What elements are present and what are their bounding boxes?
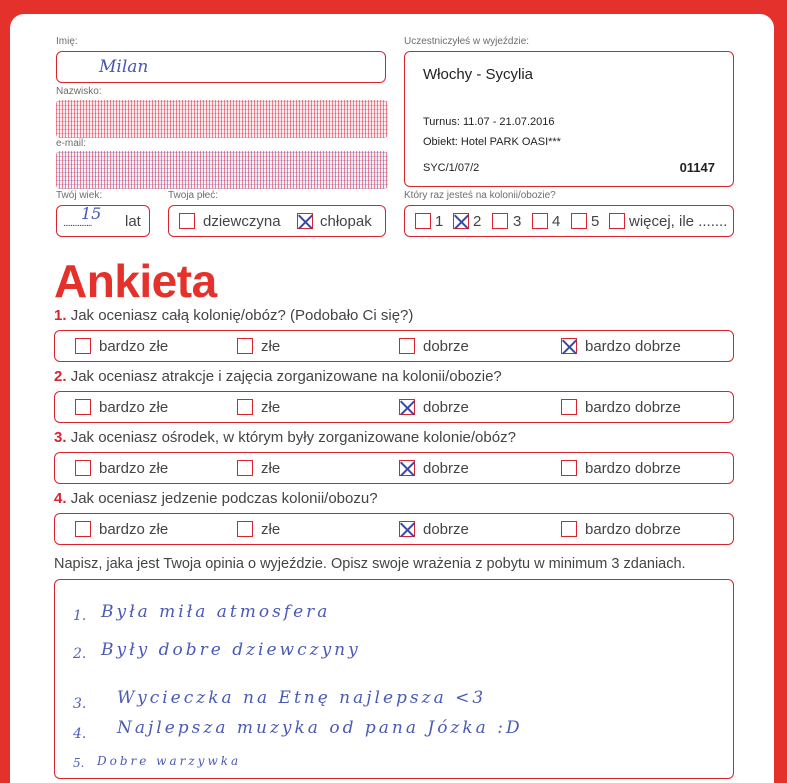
gender-field [168,205,386,237]
age-field[interactable] [56,205,150,237]
name-value: Milan [99,57,149,77]
q4-checkbox-bardzo-dobrze[interactable] [561,521,577,537]
times-checkbox-4[interactable] [532,213,548,229]
trip-obiekt: Obiekt: Hotel PARK OASI*** [423,136,561,148]
opinion-line-5: Dobre warzywka [97,754,242,768]
opinion-prompt: Napisz, jaka jest Twoja opinia o wyjeździe. Opisz swoje wrażenia z pobytu w minimum 3 zdaniach. [54,556,686,572]
q1-checkbox-dobrze[interactable] [399,338,415,354]
age-dots: ................ [63,218,92,229]
q4-label-dobrze: dobrze [423,521,469,538]
q4-label-bardzo-zle: bardzo złe [99,521,169,538]
age-unit: lat [125,213,141,230]
q2-checkbox-bardzo-zle[interactable] [75,399,91,415]
age-value: 15 [81,204,102,223]
question-3-number: 3. [54,429,67,446]
q3-label-bardzo-zle: bardzo złe [99,460,169,477]
q3-label-bardzo-dobrze: bardzo dobrze [585,460,681,477]
q1-checkbox-bardzo-dobrze[interactable] [561,338,577,354]
times-label-5: 5 [591,213,600,230]
q2-label-zle: złe [261,399,281,416]
opinion-line-2: Były dobre dziewczyny [101,640,361,660]
times-checkbox-1[interactable] [415,213,431,229]
trip-number: 01147 [679,160,715,175]
email-field-redacted[interactable] [56,151,388,189]
question-4-options [54,513,734,545]
times-label-1: 1 [435,213,444,230]
q2-label-bardzo-zle: bardzo złe [99,399,169,416]
opinion-line-1-number: 1. [73,608,87,624]
opinion-line-5-number: 5. [73,756,85,770]
q1-checkbox-bardzo-zle[interactable] [75,338,91,354]
opinion-line-4-number: 4. [73,726,87,742]
q4-checkbox-bardzo-zle[interactable] [75,521,91,537]
question-4 [54,490,378,507]
trip-box [404,51,734,187]
q2-checkbox-bardzo-dobrze[interactable] [561,399,577,415]
times-label-4: 4 [552,213,561,230]
q2-checkbox-zle[interactable] [237,399,253,415]
q1-label-dobrze: dobrze [423,338,469,355]
times-label-3: 3 [513,213,522,230]
times-checkbox-more[interactable] [609,213,625,229]
q3-label-dobrze: dobrze [423,460,469,477]
question-4-text: Jak oceniasz jedzenie podczas kolonii/obozu? [70,490,378,507]
gender-female-label: dziewczyna [203,213,281,230]
q3-checkbox-bardzo-zle[interactable] [75,460,91,476]
gender-male-label: chłopak [320,213,372,230]
q4-checkbox-zle[interactable] [237,521,253,537]
question-2-number: 2. [54,368,67,385]
opinion-textarea[interactable] [54,579,734,779]
q3-checkbox-bardzo-dobrze[interactable] [561,460,577,476]
question-1-options [54,330,734,362]
question-3-text: Jak oceniasz ośrodek, w którym były zorganizowane kolonie/obóz? [70,429,516,446]
times-label-more: więcej, ile ....... [629,213,728,230]
surname-field-redacted[interactable] [56,100,388,138]
q2-checkbox-dobrze[interactable] [399,399,415,415]
opinion-line-2-number: 2. [73,646,87,662]
opinion-line-1: Była miła atmosfera [101,602,331,622]
q1-label-zle: złe [261,338,281,355]
q4-label-bardzo-dobrze: bardzo dobrze [585,521,681,538]
q3-label-zle: złe [261,460,281,477]
checkbox-female[interactable] [179,213,195,229]
name-label: Imię: [56,36,78,47]
q3-checkbox-zle[interactable] [237,460,253,476]
times-field [404,205,734,237]
trip-turnus: Turnus: 11.07 - 21.07.2016 [423,116,555,128]
age-label: Twój wiek: [56,190,103,201]
q1-label-bardzo-zle: bardzo złe [99,338,169,355]
q4-label-zle: złe [261,521,281,538]
trip-destination: Włochy - Sycylia [423,66,534,83]
gender-label: Twoja płeć: [168,190,219,201]
question-2-text: Jak oceniasz atrakcje i zajęcia zorganizowane na kolonii/obozie? [70,368,502,385]
times-label: Który raz jesteś na kolonii/obozie? [404,190,556,201]
name-field[interactable] [56,51,386,83]
question-1-text: Jak oceniasz całą kolonię/obóz? (Podobało Ci się?) [70,307,414,324]
email-label: e-mail: [56,138,87,149]
question-1 [54,307,413,324]
opinion-line-4: Najlepsza muzyka od pana Józka :D [117,718,523,738]
survey-sheet [10,14,774,783]
opinion-line-3: Wycieczka na Etnę najlepsza <3 [117,688,487,708]
question-3-options [54,452,734,484]
opinion-line-3-number: 3. [73,696,87,712]
trip-code: SYC/1/07/2 [423,162,480,174]
q3-checkbox-dobrze[interactable] [399,460,415,476]
question-3 [54,429,516,446]
surname-label: Nazwisko: [56,86,102,97]
times-checkbox-2[interactable] [453,213,469,229]
survey-title: Ankieta [54,255,217,307]
trip-label: Uczestniczyłeś w wyjeździe: [404,36,530,47]
q2-label-dobrze: dobrze [423,399,469,416]
question-2 [54,368,502,385]
q1-label-bardzo-dobrze: bardzo dobrze [585,338,681,355]
q4-checkbox-dobrze[interactable] [399,521,415,537]
question-4-number: 4. [54,490,67,507]
times-checkbox-3[interactable] [492,213,508,229]
question-2-options [54,391,734,423]
q1-checkbox-zle[interactable] [237,338,253,354]
checkbox-male[interactable] [297,213,313,229]
q2-label-bardzo-dobrze: bardzo dobrze [585,399,681,416]
question-1-number: 1. [54,307,67,324]
times-label-2: 2 [473,213,482,230]
times-checkbox-5[interactable] [571,213,587,229]
